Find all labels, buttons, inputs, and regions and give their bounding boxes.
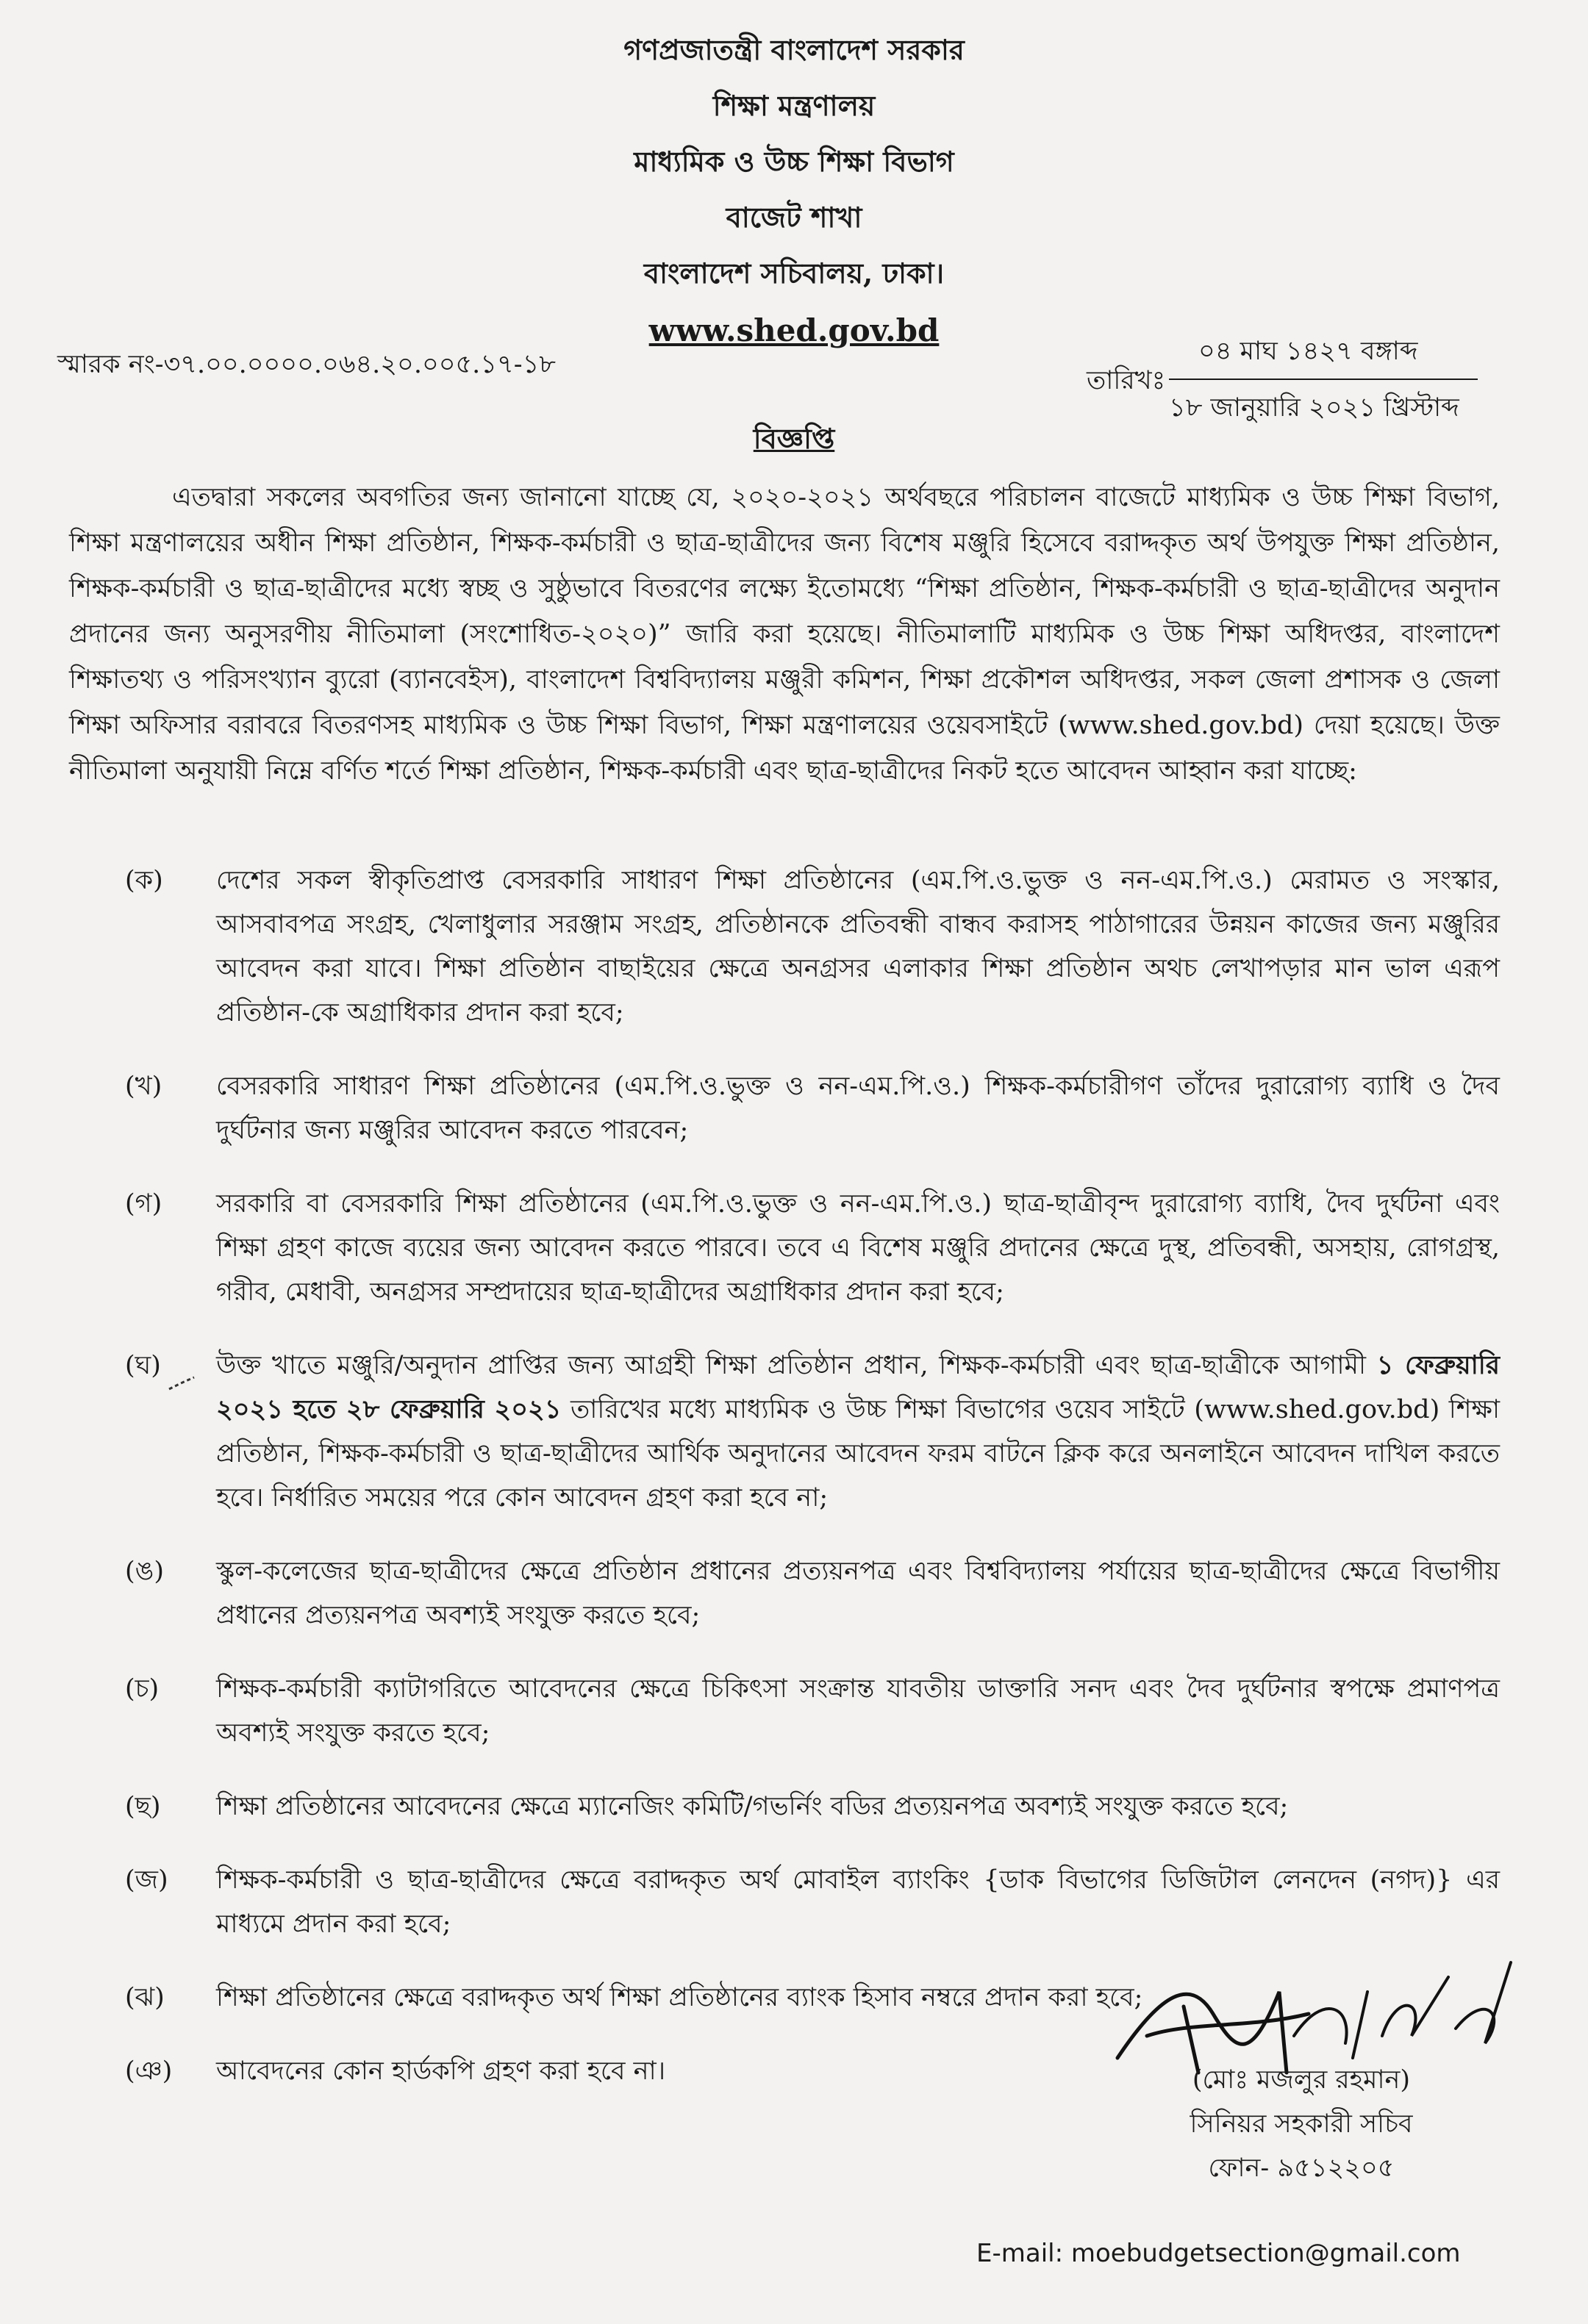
date-gregorian: ১৮ জানুয়ারি ২০২১ খ্রিস্টাব্দ bbox=[1169, 393, 1459, 423]
item-text: শিক্ষা প্রতিষ্ঠানের ক্ষেত্রে বরাদ্দকৃত অর্থ শিক্ষা প্রতিষ্ঠানের ব্যাংক হিসাব নম্বরে প্রদান করা হবে; bbox=[216, 1983, 1143, 2012]
intro-paragraph: এতদ্বারা সকলের অবগতির জন্য জানানো যাচ্ছে যে, ২০২০-২০২১ অর্থবছরে পরিচালন বাজেটে মাধ্যমিক ও উচ্চ শিক্ষা বিভাগ, শিক্ষা মন্ত্রণালয়ের অধীন শিক্ষা প্রতিষ্ঠান, শিক্ষক-কর্মচারী ও ছাত্র-ছাত্রীদের জন্য বিশেষ মঞ্জুরি হিসেবে বরাদ্দকৃত অর্থ উপযুক্ত শিক্ষা প্রতিষ্ঠান, শিক্ষক-কর্মচারী ও ছাত্র-ছাত্রীদের মধ্যে স্বচ্ছ ও সুষ্ঠুভাবে বিতরণের লক্ষ্যে ইতোমধ্যে “শিক্ষা প্রতিষ্ঠান, শিক্ষক-কর্মচারী ও ছাত্র-ছাত্রীদের অনুদান প্রদানের জন্য অনুসরণীয় নীতিমালা (সংশোধিত-২০২০)” জারি করা হয়েছে। নীতিমালাটি মাধ্যমিক ও উচ্চ শিক্ষা অধিদপ্তর, বাংলাদেশ শিক্ষাতথ্য ও পরিসংখ্যান ব্যুরো (ব্যানবেইস), বাংলাদেশ বিশ্ববিদ্যালয় মঞ্জুরী কমিশন, শিক্ষা প্রকৌশল অধিদপ্তর, সকল জেলা প্রশাসক ও জেলা শিক্ষা অফিসার বরাবরে বিতরণসহ মাধ্যমিক ও উচ্চ শিক্ষা বিভাগ, শিক্ষা মন্ত্রণালয়ের ওয়েবসাইটে (www.shed.gov.bd) দেয়া হয়েছে। উক্ত নীতিমালা অনুযায়ী নিম্নে বর্ণিত শর্তে শিক্ষা প্রতিষ্ঠান, শিক্ষক-কর্মচারী এবং ছাত্র-ছাত্রীদের নিকট হতে আবেদন আহ্বান করা যাচ্ছে: bbox=[69, 483, 1500, 786]
branch-name: বাজেট শাখা bbox=[726, 201, 862, 234]
item-text: বেসরকারি সাধারণ শিক্ষা প্রতিষ্ঠানের (এম.পি.ও.ভুক্ত ও নন-এম.পি.ও.) শিক্ষক-কর্মচারীগণ তাঁদের দুরারোগ্য ব্যাধি ও দৈব দুর্ঘটনার জন্য মঞ্জুরির আবেদন করতে পারবেন; bbox=[216, 1072, 1500, 1145]
item-text: শিক্ষক-কর্মচারী ক্যাটাগরিতে আবেদনের ক্ষেত্রে চিকিৎসা সংক্রান্ত যাবতীয় ডাক্তারি সনদ এবং দৈব দুর্ঘটনার স্বপক্ষে প্রমাণপত্র অবশ্যই সংযুক্ত করতে হবে; bbox=[216, 1674, 1500, 1748]
item-text: আবেদনের কোন হার্ডকপি গ্রহণ করা হবে না। bbox=[216, 2056, 666, 2086]
list-item bbox=[69, 1344, 1500, 1520]
website-link[interactable]: www.shed.gov.bd bbox=[648, 312, 940, 348]
signature-block bbox=[1081, 1970, 1522, 2190]
ministry-name: শিক্ষা মন্ত্রণালয় bbox=[712, 89, 876, 122]
item-marker: (চ) bbox=[125, 1674, 160, 1704]
item-marker: (জ) bbox=[125, 1865, 168, 1895]
application-period: ১ ফেব্রুয়ারি ২০২১ হতে ২৮ ফেব্রুয়ারি ২০২১ bbox=[216, 1350, 1500, 1424]
signatory-designation: সিনিয়র সহকারী সচিব bbox=[1190, 2109, 1413, 2139]
list-item bbox=[69, 1549, 1500, 1638]
item-marker: (ঙ) bbox=[125, 1557, 164, 1586]
date-bangla: ০৪ মাঘ ১৪২৭ বঙ্গাব্দ bbox=[1169, 331, 1478, 380]
memo-number: স্মারক নং-৩৭.০০.০০০০.০৬৪.২০.০০৫.১৭-১৮ bbox=[57, 350, 557, 379]
item-text: শিক্ষা প্রতিষ্ঠানের আবেদনের ক্ষেত্রে ম্যানেজিং কমিটি/গভর্নিং বডির প্রত্যয়নপত্র অবশ্যই সংযুক্ত করতে হবে; bbox=[216, 1792, 1289, 1821]
item-text-part: তারিখের মধ্যে মাধ্যমিক ও উচ্চ শিক্ষা বিভাগের ওয়েব সাইটে (www.shed.gov.bd) শিক্ষা প্রতিষ্ঠান, শিক্ষক-কর্মচারী ও ছাত্র-ছাত্রীদের আর্থিক অনুদানের আবেদন ফরম বাটনে ক্লিক করে অনলাইনে আবেদন দাখিল করতে হবে। নির্ধারিত সময়ের পরে কোন আবেদন গ্রহণ করা হবে না; bbox=[216, 1395, 1501, 1513]
list-item bbox=[69, 1858, 1500, 1946]
item-text-part: উক্ত খাতে মঞ্জুরি/অনুদান প্রাপ্তির জন্য আগ্রহী শিক্ষা প্রতিষ্ঠান প্রধান, শিক্ষক-কর্মচারী এবং ছাত্র-ছাত্রীকে আগামী bbox=[216, 1351, 1377, 1380]
division-name: মাধ্যমিক ও উচ্চ শিক্ষা বিভাগ bbox=[634, 145, 954, 178]
letterhead bbox=[0, 22, 1588, 360]
office-address: বাংলাদেশ সচিবালয়, ঢাকা। bbox=[643, 257, 945, 290]
signatory-phone: ফোন- ৯৫১২২০৫ bbox=[1208, 2153, 1395, 2183]
govt-name: গণপ্রজাতন্ত্রী বাংলাদেশ সরকার bbox=[623, 33, 965, 66]
item-text: দেশের সকল স্বীকৃতিপ্রাপ্ত বেসরকারি সাধারণ শিক্ষা প্রতিষ্ঠানের (এম.পি.ও.ভুক্ত ও নন-এম.পি.ও.) মেরামত ও সংস্কার, আসবাবপত্র সংগ্রহ, খেলাধুলার সরঞ্জাম সংগ্রহ, প্রতিষ্ঠানকে প্রতিবন্ধী বান্ধব করাসহ পাঠাগারের উন্নয়ন কাজের জন্য মঞ্জুরির আবেদন করা যাবে। শিক্ষা প্রতিষ্ঠান বাছাইয়ের ক্ষেত্রে অনগ্রসর এলাকার শিক্ষা প্রতিষ্ঠান অথচ লেখাপড়ার মান ভাল এরূপ প্রতিষ্ঠান-কে অগ্রাধিকার প্রদান করা হবে; bbox=[216, 866, 1500, 1027]
list-item bbox=[69, 1785, 1500, 1829]
item-text bbox=[216, 1344, 1500, 1520]
item-marker: (ছ) bbox=[125, 1792, 161, 1821]
contact-email[interactable]: E-mail: moebudgetsection@gmail.com bbox=[976, 2239, 1461, 2268]
item-marker: (ঞ) bbox=[125, 2056, 173, 2086]
date-label: তারিখঃ bbox=[1087, 366, 1166, 395]
item-marker: (ঝ) bbox=[125, 1983, 165, 2012]
item-marker: (ক) bbox=[125, 866, 163, 895]
item-text: শিক্ষক-কর্মচারী ও ছাত্র-ছাত্রীদের ক্ষেত্রে বরাদ্দকৃত অর্থ মোবাইল ব্যাংকিং {ডাক বিভাগের ডিজিটাল লেনদেন (নগদ)} এর মাধ্যমে প্রদান করা হবে; bbox=[216, 1865, 1500, 1939]
conditions-list bbox=[69, 858, 1500, 2123]
signature-spacer bbox=[1081, 1970, 1522, 2058]
item-marker: (খ) bbox=[125, 1072, 162, 1101]
date-block bbox=[1169, 331, 1478, 431]
item-text: স্কুল-কলেজের ছাত্র-ছাত্রীদের ক্ষেত্রে প্রতিষ্ঠান প্রধানের প্রত্যয়নপত্র এবং বিশ্ববিদ্যালয় পর্যায়ের ছাত্র-ছাত্রীদের ক্ষেত্রে বিভাগীয় প্রধানের প্রত্যয়নপত্র অবশ্যই সংযুক্ত করতে হবে; bbox=[216, 1557, 1500, 1630]
list-item bbox=[69, 1182, 1500, 1314]
item-marker: (গ) bbox=[125, 1189, 162, 1219]
item-text: সরকারি বা বেসরকারি শিক্ষা প্রতিষ্ঠানের (এম.পি.ও.ভুক্ত ও নন-এম.পি.ও.) ছাত্র-ছাত্রীবৃন্দ দুরারোগ্য ব্যাধি, দৈব দুর্ঘটনা এবং শিক্ষা গ্রহণ কাজে ব্যয়ের জন্য আবেদন করতে পারবে। তবে এ বিশেষ মঞ্জুরি প্রদানের ক্ষেত্রে দুস্থ, প্রতিবন্ধী, অসহায়, রোগগ্রস্থ, গরীব, মেধাবী, অনগ্রসর সম্প্রদায়ের ছাত্র-ছাত্রীদের অগ্রাধিকার প্রদান করা হবে; bbox=[216, 1189, 1500, 1307]
pen-mark-icon bbox=[168, 1373, 197, 1395]
signatory-name: (মোঃ মজলুর রহমান) bbox=[1192, 2065, 1411, 2095]
notice-title: বিজ্ঞপ্তি bbox=[753, 422, 835, 455]
list-item bbox=[69, 1064, 1500, 1152]
list-item bbox=[69, 858, 1500, 1035]
list-item bbox=[69, 1667, 1500, 1755]
item-marker: (ঘ) bbox=[125, 1351, 161, 1380]
